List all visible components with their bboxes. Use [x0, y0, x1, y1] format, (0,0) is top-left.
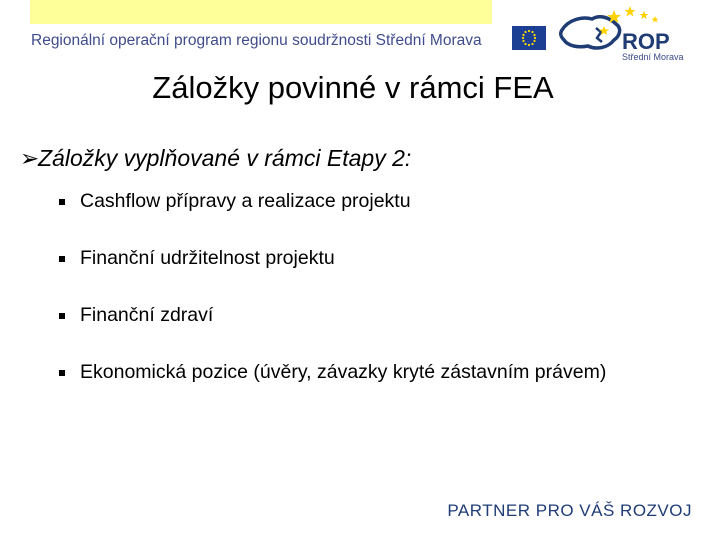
header: [0, 0, 720, 68]
list-item-text: Cashflow přípravy a realizace projektu: [80, 190, 411, 212]
square-bullet-icon: [59, 256, 65, 262]
slide-title: Záložky povinné v rámci FEA: [152, 70, 554, 105]
rop-logo-text: ROP: [622, 29, 670, 54]
list-item-text: Ekonomická pozice (úvěry, závazky kryté zástavním právem): [80, 361, 607, 383]
list-item-text: Finanční zdraví: [80, 304, 214, 326]
logo-subtext: Střední Morava: [622, 52, 684, 62]
list-item: [58, 189, 698, 213]
header-band: [30, 0, 492, 24]
list-item-text: Finanční udržitelnost projektu: [80, 247, 335, 269]
program-name: Regionální operační program regionu soudržnosti Střední Morava: [31, 32, 482, 49]
footer-slogan: PARTNER PRO VÁŠ ROZVOJ: [447, 501, 692, 520]
arrow-bullet-icon: ➢: [20, 145, 40, 171]
list-item: [58, 360, 700, 384]
square-bullet-icon: [59, 370, 65, 376]
bullet-list: [58, 189, 698, 417]
square-bullet-icon: [59, 199, 65, 205]
level1-text: Záložky vyplňované v rámci Etapy 2:: [38, 145, 412, 171]
eu-flag-icon: [512, 26, 546, 50]
level1-item: [20, 140, 411, 176]
square-bullet-icon: [59, 313, 65, 319]
list-item: [58, 303, 698, 327]
list-item: [58, 246, 698, 270]
